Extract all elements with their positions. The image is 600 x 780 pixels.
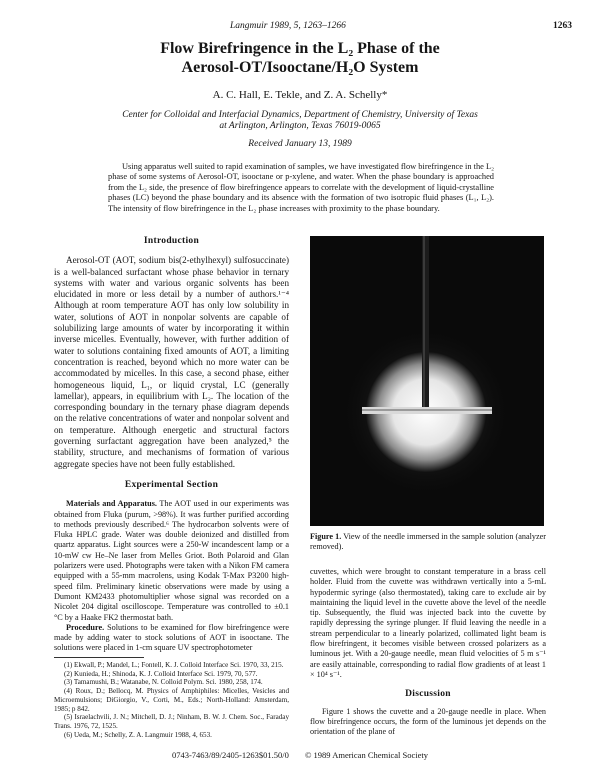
footnote: (5) Israelachvili, J. N.; Mitchell, D. J.; Ninham, B. W. J. Chem. Soc., Faraday Trans. 1976, 72, 1525.: [54, 713, 289, 730]
footnote: (6) Ueda, M.; Schelly, Z. A. Langmuir 1988, 4, 653.: [64, 730, 212, 739]
procedure-paragraph: [54, 623, 289, 654]
right-column: [310, 567, 546, 737]
materials-paragraph: [54, 499, 289, 623]
left-column: [54, 236, 289, 654]
article-title-line-2: Aerosol-OT/Isooctane/H₂O System: [181, 59, 419, 76]
procedure-text: Solutions to be examined for flow birefringence were made by adding water to stock solutions of AOT in isooctane. The solutions were placed in 1-cm square UV spectrophotometer: [54, 622, 290, 653]
materials-text: The AOT used in our experiments was obtained from Fluka (purum, >98%). It was further purified according to methods previously described.⁶ The hydrocarbon solvents were of Fluka HPLC grade. Water was double deionized and distilled from quartz apparatus. Light sources were a 250-W incandescent lamp or a 10-mW cw He–Ne laser from Melles Griot. Both Polaroid and Glan polarizers were used. Photographs were taken with a Nikon FM camera equipped with a 55-mm macrolens, using Kodak T-Max P3200 high-speed film. Preliminary kinetic observations were made by using a Dumont KM2433 photomultiplier whose signal was recorded on a Nicolet 204 digital oscilloscope. Temperature was controlled to ±0.1 °C by a Haake FK2 thermostat bath.: [54, 499, 289, 622]
running-header: Langmuir 1989, 5, 1263–1266: [230, 21, 346, 31]
needle-photo-illustration: [310, 236, 544, 526]
introduction-paragraph: Aerosol-OT (AOT, sodium bis(2-ethylhexyl) sulfosuccinate) is a well-balanced surfactant whose phase behavior in ternary systems with water and various organic solvents has been elucidated in more or less detail by a number of authors.¹⁻⁴ Although at room temperature AOT has only low solubility in water, solutions of AOT in nonpolar solvents are capable of solubilizing large amounts of water by incorporating it within inverse micelles. Eventually, however, with further addition of water to solutions containing fixed amounts of AOT, a limiting concentration is reached, beyond which no more water can be accommodated by micelles. In this case, a second phase, either homogeneous liquid, L₁, or liquid crystal, LC (generally lamellar), appears, in equilibrium with L₂. The location of the corresponding boundary in the ternary phase diagram depends on the relative concentrations of water and nonpolar solvent and on temperature. Although energetic and structural factors governing surfactant aggregation have been analyzed,⁵ the stability, structure, and mechanisms of formation of various aggregate species have not been fully established.: [54, 255, 289, 469]
footnote-rule: [54, 657, 144, 658]
author-list: A. C. Hall, E. Tekle, and Z. A. Schelly*: [212, 89, 388, 101]
discussion-paragraph: Figure 1 shows the cuvette and a 20-gauge needle in place. When flow birefringence occurs, the form of the luminous jet depends on the orientation of the plane of: [310, 706, 546, 737]
section-heading-discussion: Discussion: [405, 689, 451, 700]
received-date: Received January 13, 1989: [248, 139, 352, 149]
figure-1-photograph: [310, 236, 544, 526]
footnote: (3) Tamamushi, B.; Watanabe, N. Colloid Polym. Sci. 1980, 258, 174.: [64, 678, 263, 687]
article-code: 0743-7463/89/2405-1263$01.50/0: [171, 750, 289, 760]
section-heading-experimental: Experimental Section: [124, 479, 219, 490]
figure-1-caption: [310, 532, 546, 552]
section-heading-introduction: Introduction: [143, 236, 200, 246]
footnote: (1) Ekwall, P.; Mandel, L.; Fontell, K. J. Colloid Interface Sci. 1970, 33, 215.: [64, 661, 284, 669]
article-title-line-1: Flow Birefringence in the L₂ Phase of the: [160, 40, 440, 57]
abstract: Using apparatus well suited to rapid examination of samples, we have investigated flow birefringence in the L₂ phase of some systems of Aerosol-OT, isooctane or p-xylene, and water. When the phase boundary is approached from the L₂ side, the presence of flow birefringence appears to correlate with the development of liquid-crystalline phases (LC) beyond the phase boundary and its absence with the formation of two isotropic fluid phases (L₁, L₂). The intensity of flow birefringence in the L₂ phase increases with proximity to the phase boundary.: [108, 162, 495, 213]
procedure-continuation: cuvettes, which were brought to constant temperature in a brass cell holder. Fluid from the cuvette was withdrawn vertically into a 5-mL hypodermic syringe (also thermostated), taking care to exclude air by maintaining the liquid level in the cuvette above the level of the needle tip. Subsequently, the fluid was injected back into the cuvette by rapidly depressing the syringe plunger. If fluid leaving the needle in a stream perpendicular to a linearly polarized, collimated light beam is flow birefringent, it becomes visible between crossed polarizers as a luminous jet. With a 20-gauge needle, mean fluid velocities of 5 m s⁻¹ are easily attainable, corresponding to radial flow gradients of at least 1 × 10⁴ s⁻¹.: [310, 567, 546, 679]
materials-runin-heading: Materials and Apparatus.: [66, 499, 157, 509]
copyright-notice: © 1989 American Chemical Society: [304, 750, 429, 760]
footnotes: [54, 661, 289, 739]
figure-caption-text: View of the needle immersed in the sample solution (analyzer removed).: [310, 532, 546, 551]
page-number: 1263: [553, 21, 572, 31]
page-footer: [0, 750, 600, 760]
footnote: (4) Roux, D.; Bellocq, M. Physics of Amphiphiles: Micelles, Vesicles and Microemulsions; DiGiorgio, V., Corti, M., Eds.; North-Holland: Amsterdam, 1985; p 842.: [54, 687, 289, 713]
footnote: (2) Kunieda, H.; Shinoda, K. J. Colloid Interface Sci. 1979, 70, 577.: [64, 669, 258, 678]
procedure-runin-heading: Procedure.: [66, 622, 105, 632]
affiliation-line-1: Center for Colloidal and Interfacial Dynamics, Department of Chemistry, University of Texas: [122, 110, 478, 120]
affiliation-line-2: at Arlington, Arlington, Texas 76019-0065: [219, 121, 381, 131]
figure-caption-label: Figure 1.: [310, 532, 342, 541]
